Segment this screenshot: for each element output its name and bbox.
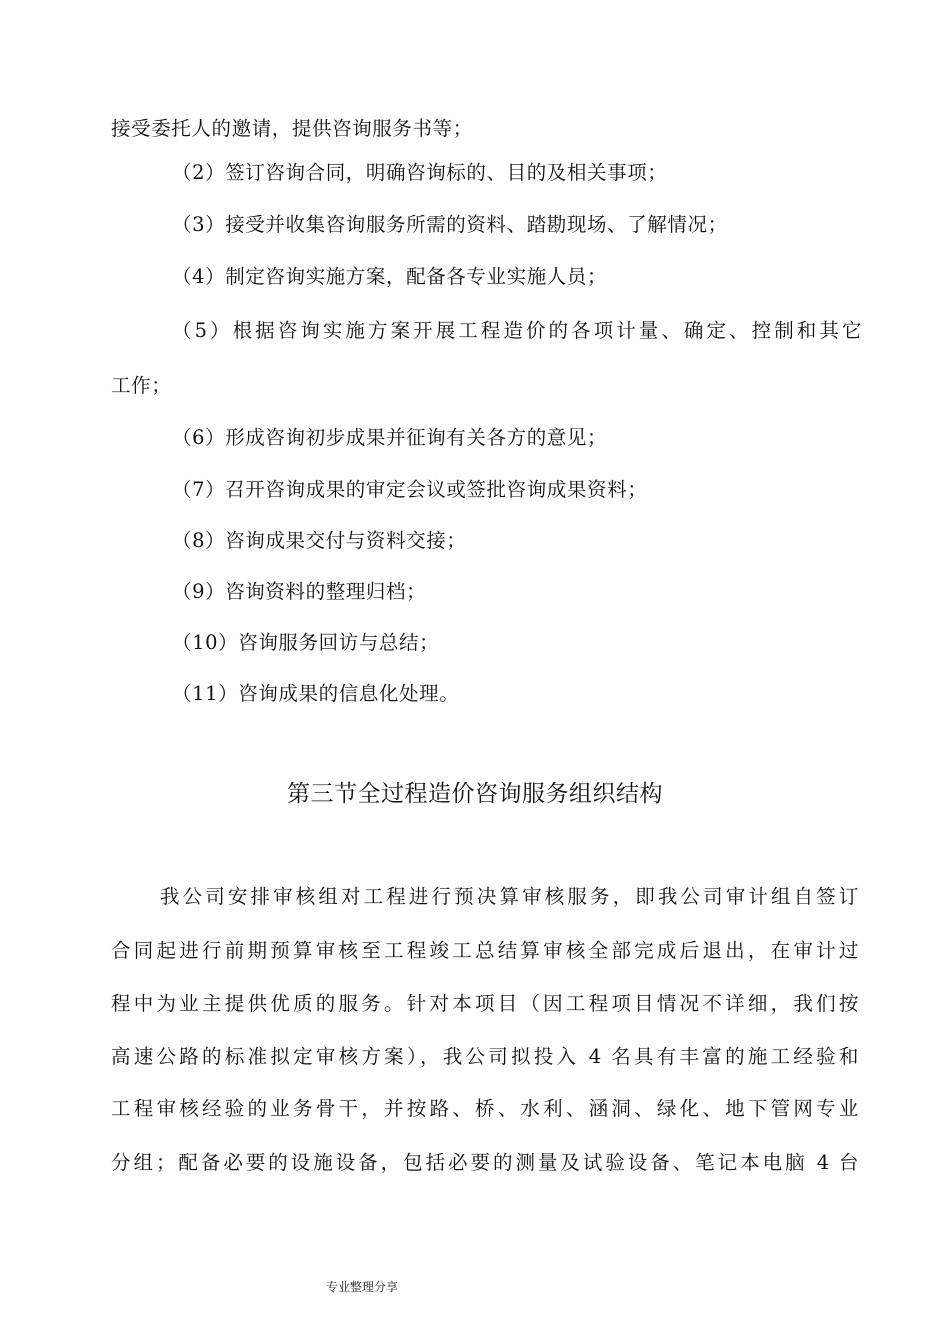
paragraph-line-1: 我公司安排审核组对工程进行预决算审核服务，即我公司审计组自签订 [160,885,859,908]
list-item-4: （4）制定咨询实施方案，配备各专业实施人员； [172,265,608,288]
list-item-9: （9）咨询资料的整理归档； [172,580,427,603]
section-heading: 第三节全过程造价咨询服务组织结构 [287,781,663,807]
paragraph-line-2: 合同起进行前期预算审核至工程竣工总结算审核全部完成后退出，在审计过 [111,939,859,962]
list-item-7: （7）召开咨询成果的审定会议或签批咨询成果资料； [172,478,648,501]
paragraph-line-5: 工程审核经验的业务骨干，并按路、桥、水利、涵洞、绿化、地下管网专业 [111,1097,859,1120]
paragraph-line-4: 高速公路的标准拟定审核方案），我公司拟投入 4 名具有丰富的施工经验和 [111,1045,859,1068]
list-item-11: （11）咨询成果的信息化处理。 [172,682,460,705]
list-item-5: （5）根据咨询实施方案开展工程造价的各项计量、确定、控制和其它 [172,319,862,342]
page-footer: 专业整理分享 [326,1280,399,1294]
list-item-3: （3）接受并收集咨询服务所需的资料、踏勘现场、了解情况； [172,213,728,236]
list-item-10: （10）咨询服务回访与总结； [172,631,440,654]
list-item-2: （2）签订咨询合同，明确咨询标的、目的及相关事项； [172,161,668,184]
list-line-continuation: 接受委托人的邀请，提供咨询服务书等； [111,117,473,140]
list-item-8: （8）咨询成果交付与资料交接； [172,529,467,552]
paragraph-line-6: 分组；配备必要的设施设备，包括必要的测量及试验设备、笔记本电脑 4 台 [111,1151,859,1174]
list-item-6: （6）形成咨询初步成果并征询有关各方的意见； [172,426,608,449]
list-item-5-continuation: 工作； [111,374,172,397]
paragraph-line-3: 程中为业主提供优质的服务。针对本项目（因工程项目情况不详细，我们按 [111,992,859,1015]
